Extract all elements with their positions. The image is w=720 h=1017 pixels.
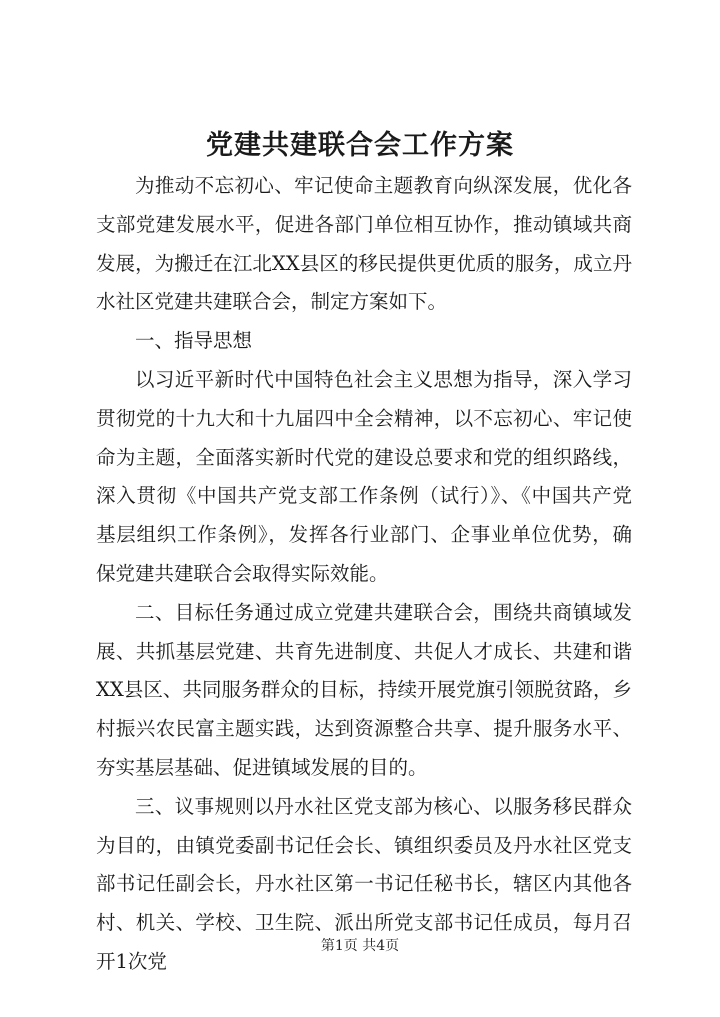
guiding-ideology-paragraph: 以习近平新时代中国特色社会主义思想为指导，深入学习贯彻党的十九大和十九届四中全会精神，以不忘初心、牢记使命为主题，全面落实新时代党的建设总要求和党的组织路线，深入贯彻《中国共产党支部工作条例（试行）》、《中国共产党基层组织工作条例》，发挥各行业部门、企事业单位优势，确保党建共建联合会取得实际效能。 xyxy=(96,367,632,585)
document-body xyxy=(96,167,632,982)
rules-paragraph: 三、议事规则以丹水社区党支部为核心、以服务移民群众为目的，由镇党委副书记任会长、镇组织委员及丹水社区党支部书记任副会长，丹水社区第一书记任秘书长，辖区内其他各村、机关、学校、卫生院、派出所党支部书记任成员，每月召开1次党 xyxy=(96,794,632,973)
objectives-paragraph: 二、目标任务通过成立党建共建联合会，围绕共商镇域发展、共抓基层党建、共育先进制度、共促人才成长、共建和谐XX县区、共同服务群众的目标，持续开展党旗引领脱贫路，乡村振兴农民富主题实践，达到资源整合共享、提升服务水平、夯实基层基础、促进镇域发展的目的。 xyxy=(96,600,632,779)
document-title: 党建共建联合会工作方案 xyxy=(206,130,514,161)
intro-paragraph: 为推动不忘初心、牢记使命主题教育向纵深发展，优化各支部党建发展水平，促进各部门单位相互协作，推动镇域共商发展，为搬迁在江北XX县区的移民提供更优质的服务，成立丹水社区党建共建联合会，制定方案如下。 xyxy=(96,174,632,314)
page-number-footer: 第1页 共4页 xyxy=(320,938,400,954)
section-heading-guiding-ideology: 一、指导思想 xyxy=(135,329,253,353)
